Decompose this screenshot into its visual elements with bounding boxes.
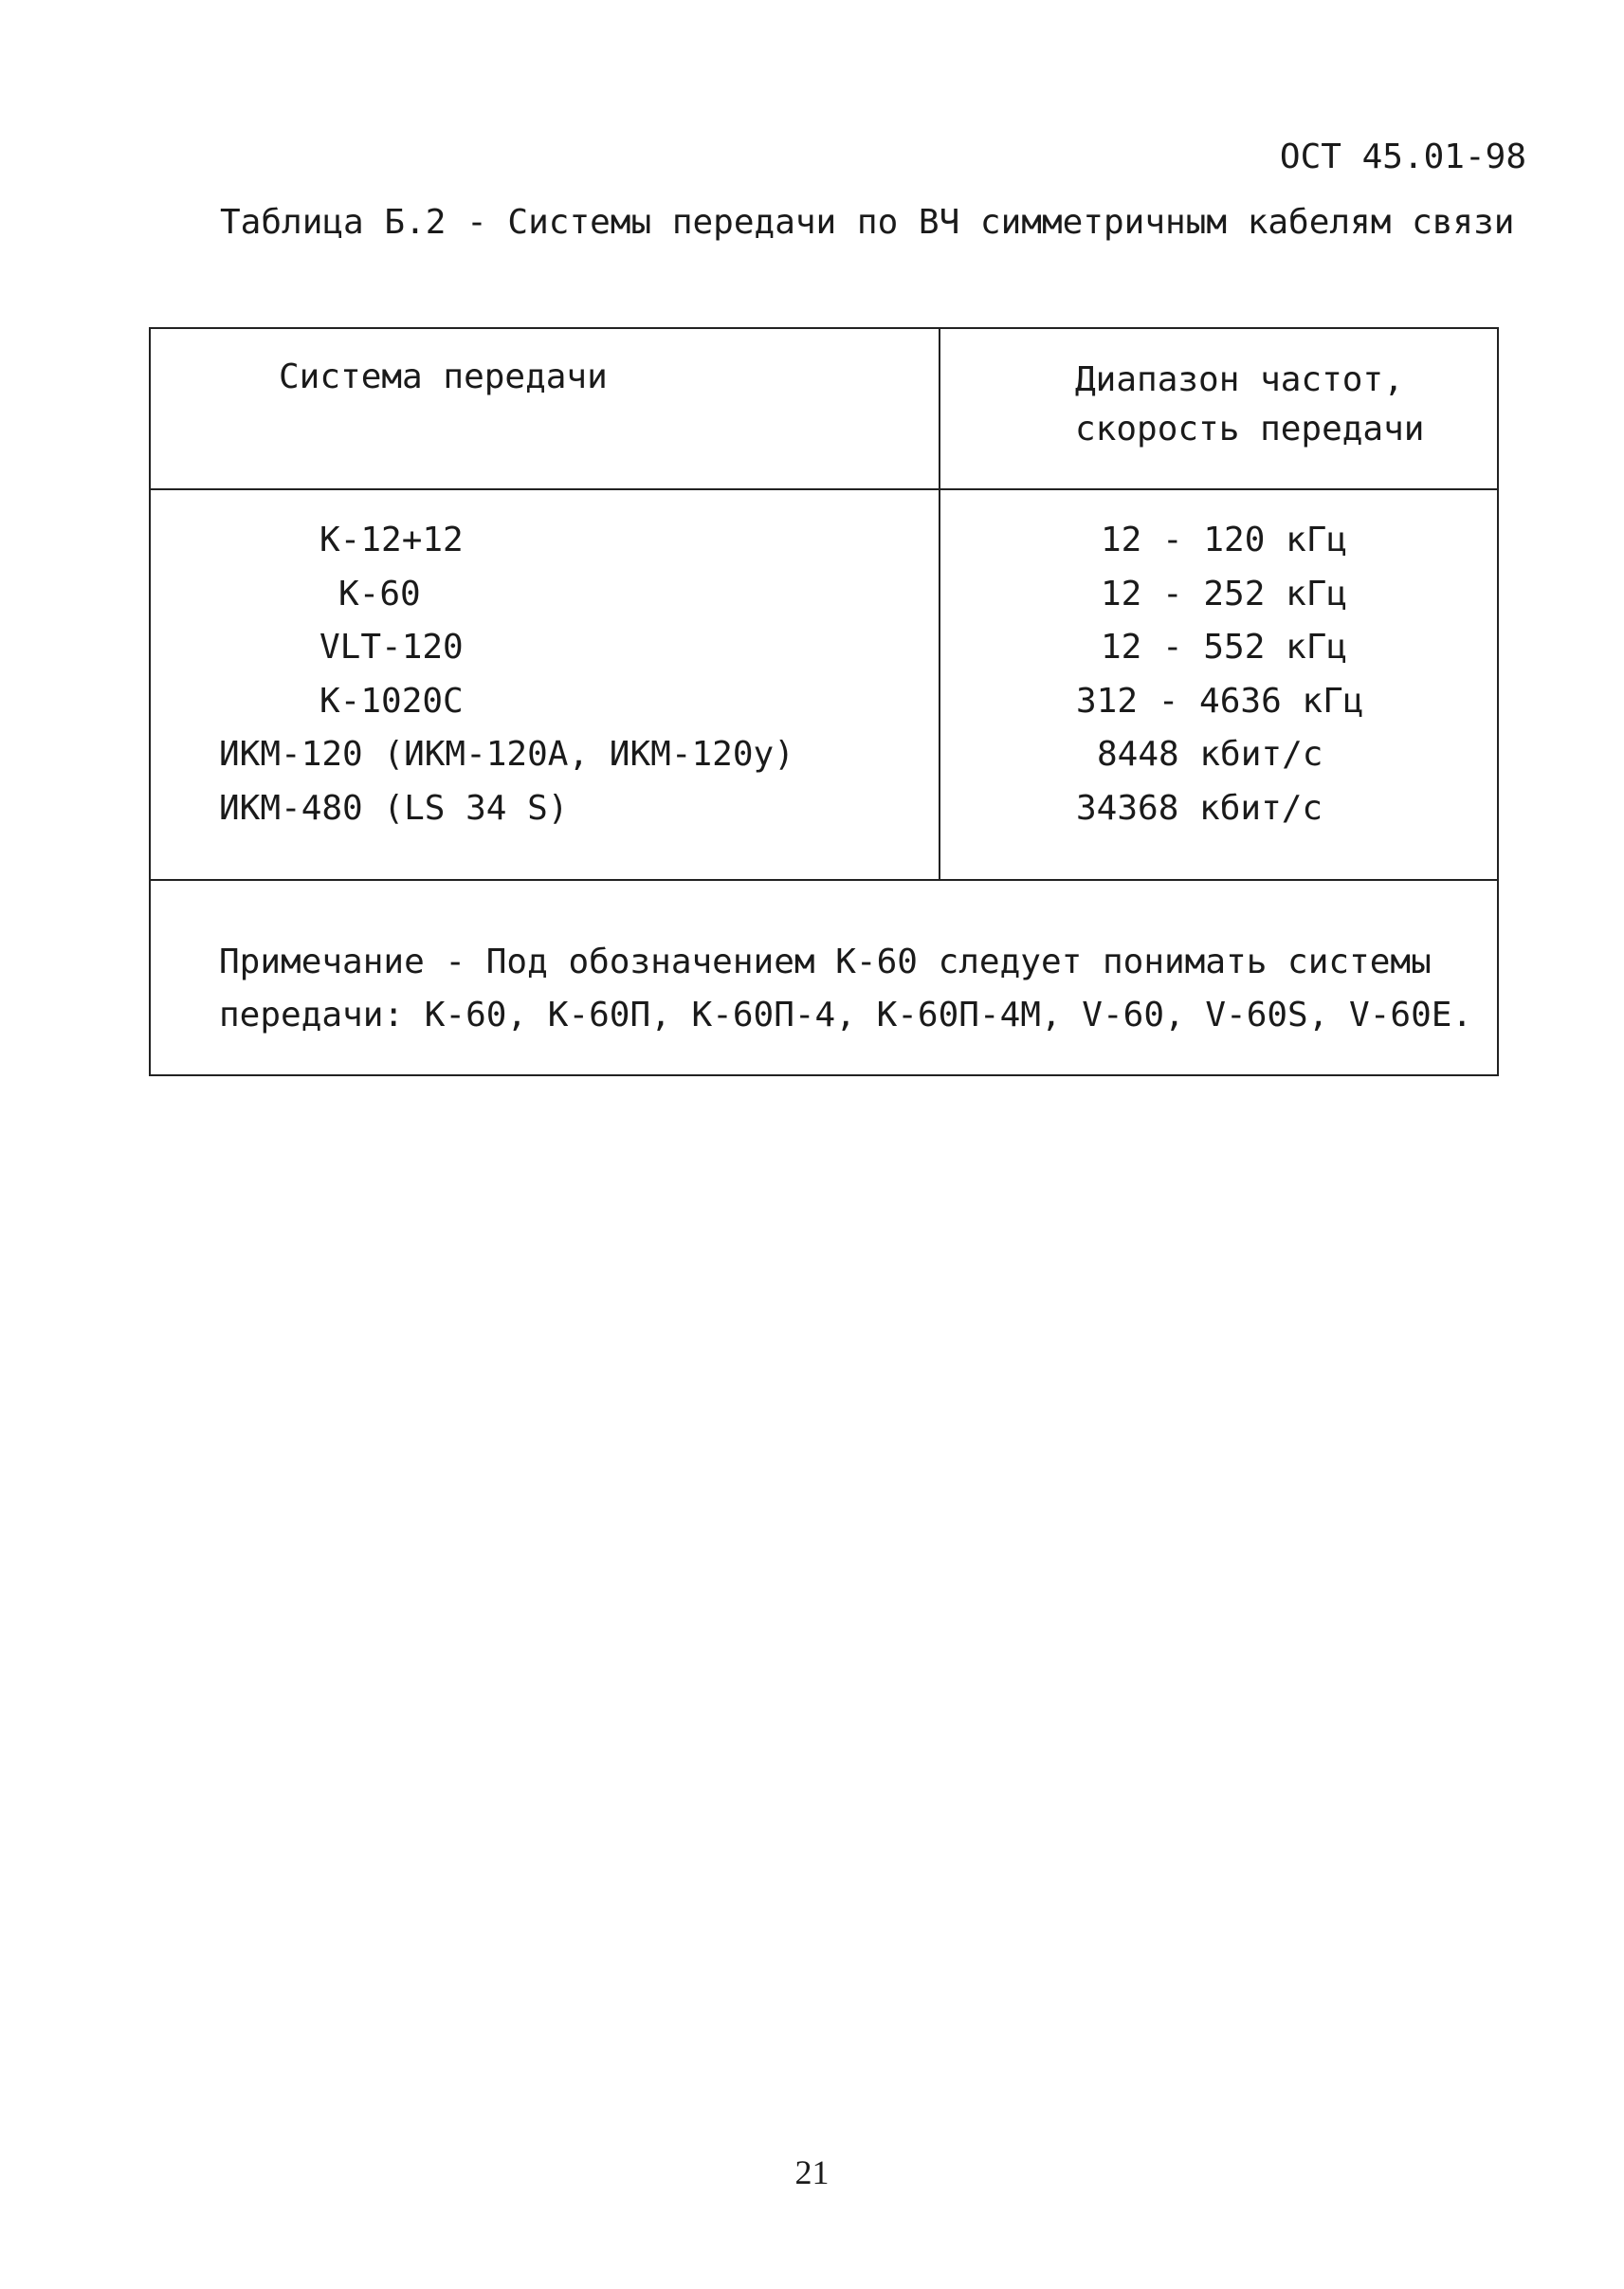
table-row [151,514,938,568]
page-number: 21 [794,2153,830,2191]
systems-table [149,327,1499,1076]
note-line-1: Примечание - Под обозначением К-60 следует понимать системы [219,943,1432,981]
table-row [940,782,1499,836]
range-cell: 12 - 552 кГц [1101,628,1348,667]
column-header-range-line2: скорость передачи [1075,410,1425,449]
table-row [151,728,938,782]
table-row [940,568,1499,622]
table-row [151,782,938,836]
system-cell: К-1020С [319,681,464,721]
note-line-2: передачи: К-60, К-60П, К-60П-4, К-60П-4М, V-60, V-60S, V-60E. [219,996,1473,1035]
document-code: ОСТ 45.01-98 [1279,137,1526,176]
table-row [940,514,1499,568]
header-divider [151,488,1497,490]
range-cell: 8448 кбит/с [1097,735,1323,774]
note-divider [151,879,1497,881]
system-cell: ИКМ-480 (LS 34 S) [219,788,569,828]
table-row [940,621,1499,675]
system-cell: К-12+12 [319,521,464,559]
table-caption: Таблица Б.2 - Системы передачи по ВЧ симметричным кабелям связи [220,203,1515,242]
table-note [219,936,1472,1042]
range-cell: 12 - 252 кГц [1101,574,1348,613]
table-row [151,621,938,675]
range-cell: 312 - 4636 кГц [1076,681,1364,721]
column-header-range [1075,357,1424,456]
column-header-system: Система передачи [279,357,608,396]
ranges-column [940,514,1499,835]
column-header-range-line1: Диапазон частот, [1075,360,1404,399]
systems-column [151,514,938,835]
table-row [940,728,1499,782]
system-cell: ИКМ-120 (ИКМ-120А, ИКМ-120у) [219,735,794,774]
range-cell: 12 - 120 кГц [1101,521,1348,559]
system-cell: VLT-120 [319,628,464,667]
table-row [940,675,1499,729]
table-row [151,568,938,622]
range-cell: 34368 кбит/с [1076,788,1323,828]
system-cell: К-60 [338,574,421,613]
table-row [151,675,938,729]
